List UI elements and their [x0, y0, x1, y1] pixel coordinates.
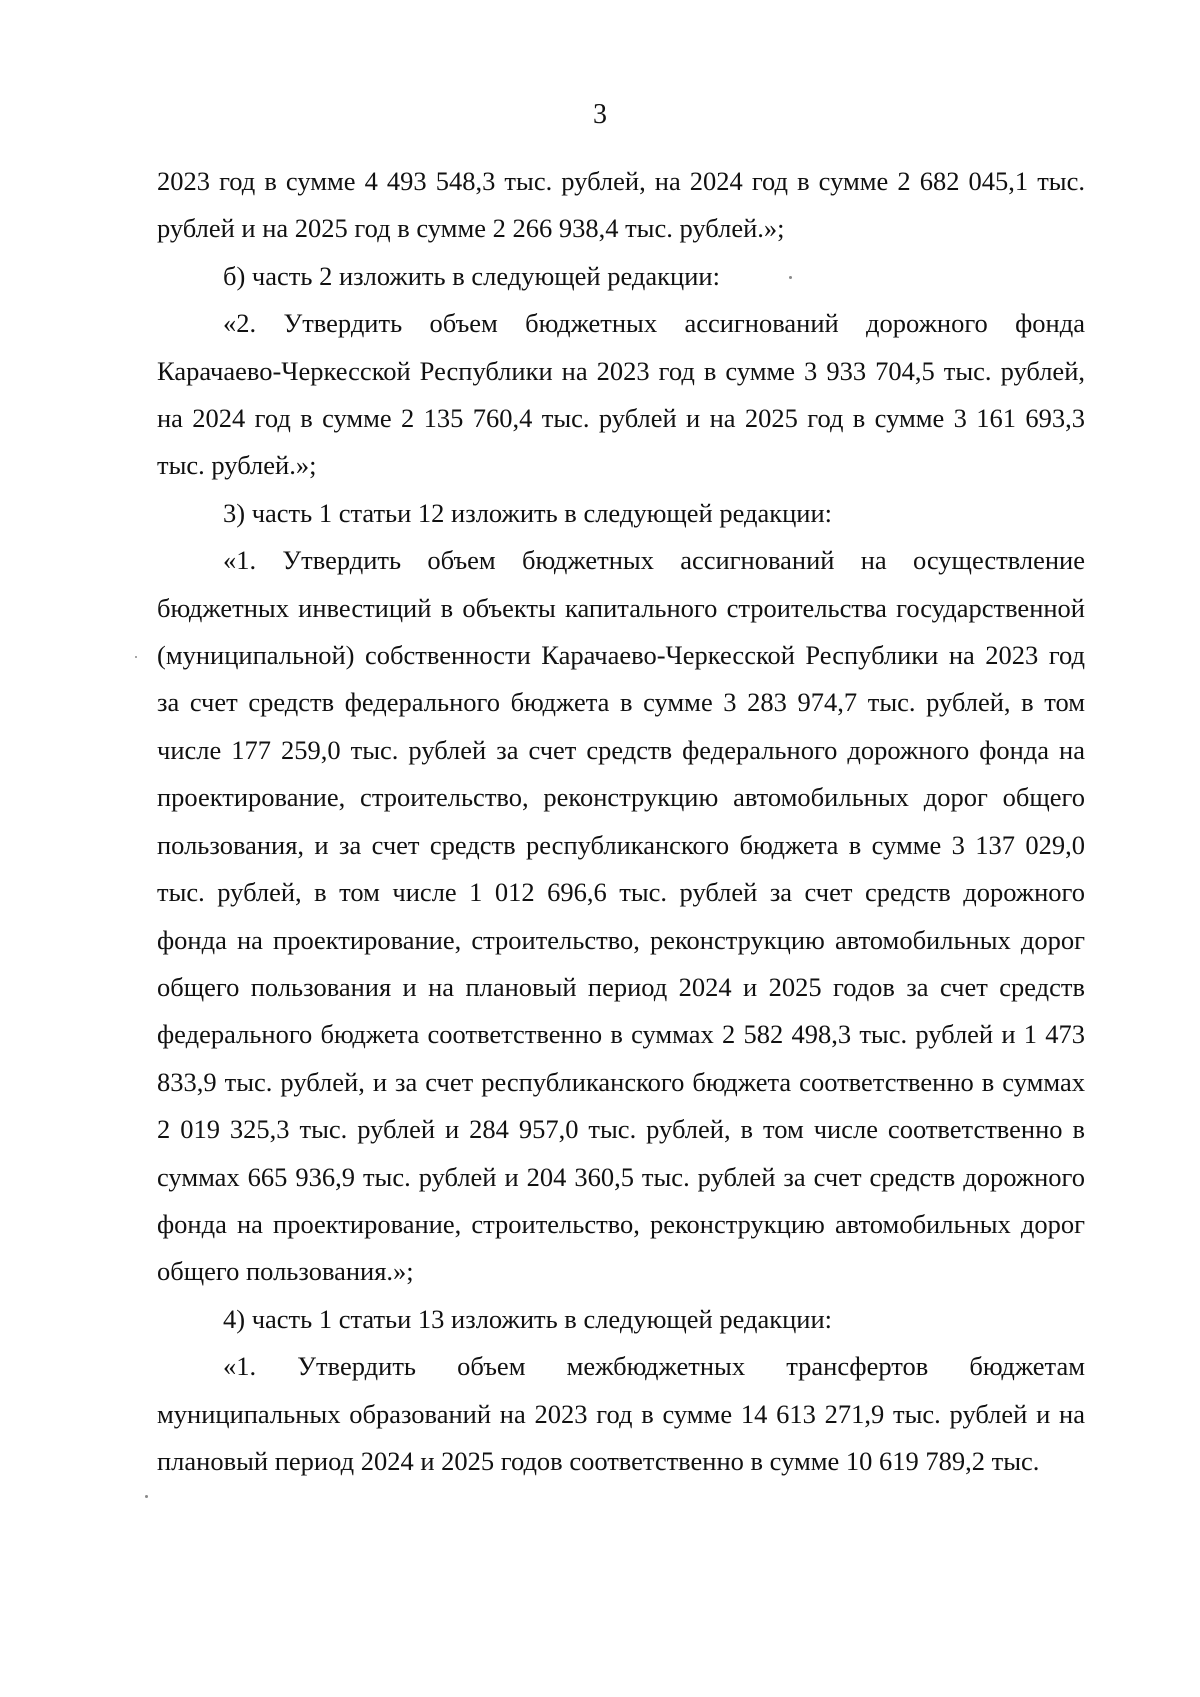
document-body: [157, 158, 1085, 1485]
paragraph-continuation: 2023 год в сумме 4 493 548,3 тыс. рублей, на 2024 год в сумме 2 682 045,1 тыс. рублей и на 2025 год в сумме 2 266 938,4 тыс. рублей.»;: [157, 166, 1085, 244]
paragraph-transfers: «1. Утвердить объем межбюджетных трансфертов бюджетам муниципальных образований на 2023 год в сумме 14 613 271,9 тыс. рублей и на плановый период 2024 и 2025 годов соответственно в сумме 10 619 789,2 тыс.: [157, 1351, 1085, 1476]
page-number: 3: [593, 99, 607, 130]
paragraph-item-4: 4) часть 1 статьи 13 изложить в следующей редакции:: [223, 1303, 833, 1334]
paragraph-item-3: 3) часть 1 статьи 12 изложить в следующей редакции:: [223, 497, 833, 528]
scan-speck: [789, 276, 792, 279]
paragraph-investments: «1. Утвердить объем бюджетных ассигнований на осуществление бюджетных инвестиций в объекты капитального строительства государственной (муниципальной) собственности Карачаево-Черкесской Республики на 2023 год за счет средств федерального бюджета в сумме 3 283 974,7 тыс. рублей, в том числе 177 259,0 тыс. рублей за счет средств федерального дорожного фонда на проектирование, строительство, реконструкцию автомобильных дорог общего пользования, и за счет средств республиканского бюджета в сумме 3 137 029,0 тыс. рублей, в том числе 1 012 696,6 тыс. рублей за счет средств дорожного фонда на проектирование, строительство, реконструкцию автомобильных дорог общего пользования и на плановый период 2024 и 2025 годов за счет средств федерального бюджета соответственно в суммах 2 582 498,3 тыс. рублей и 1 473 833,9 тыс. рублей, и за счет республиканского бюджета соответственно в суммах 2 019 325,3 тыс. рублей и 284 957,0 тыс. рублей, в том числе соответственно в суммах 665 936,9 тыс. рублей и 204 360,5 тыс. рублей за счет средств дорожного фонда на проектирование, строительство, реконструкцию автомобильных дорог общего пользования.»;: [157, 545, 1085, 1287]
paragraph-item-b: б) часть 2 изложить в следующей редакции:: [223, 260, 720, 291]
scan-speck: [135, 656, 137, 658]
paragraph-road-fund: «2. Утвердить объем бюджетных ассигнований дорожного фонда Карачаево-Черкесской Республики на 2023 год в сумме 3 933 704,5 тыс. рублей, на 2024 год в сумме 2 135 760,4 тыс. рублей и на 2025 год в сумме 3 161 693,3 тыс. рублей.»;: [157, 308, 1085, 481]
scan-speck: [145, 1495, 148, 1498]
